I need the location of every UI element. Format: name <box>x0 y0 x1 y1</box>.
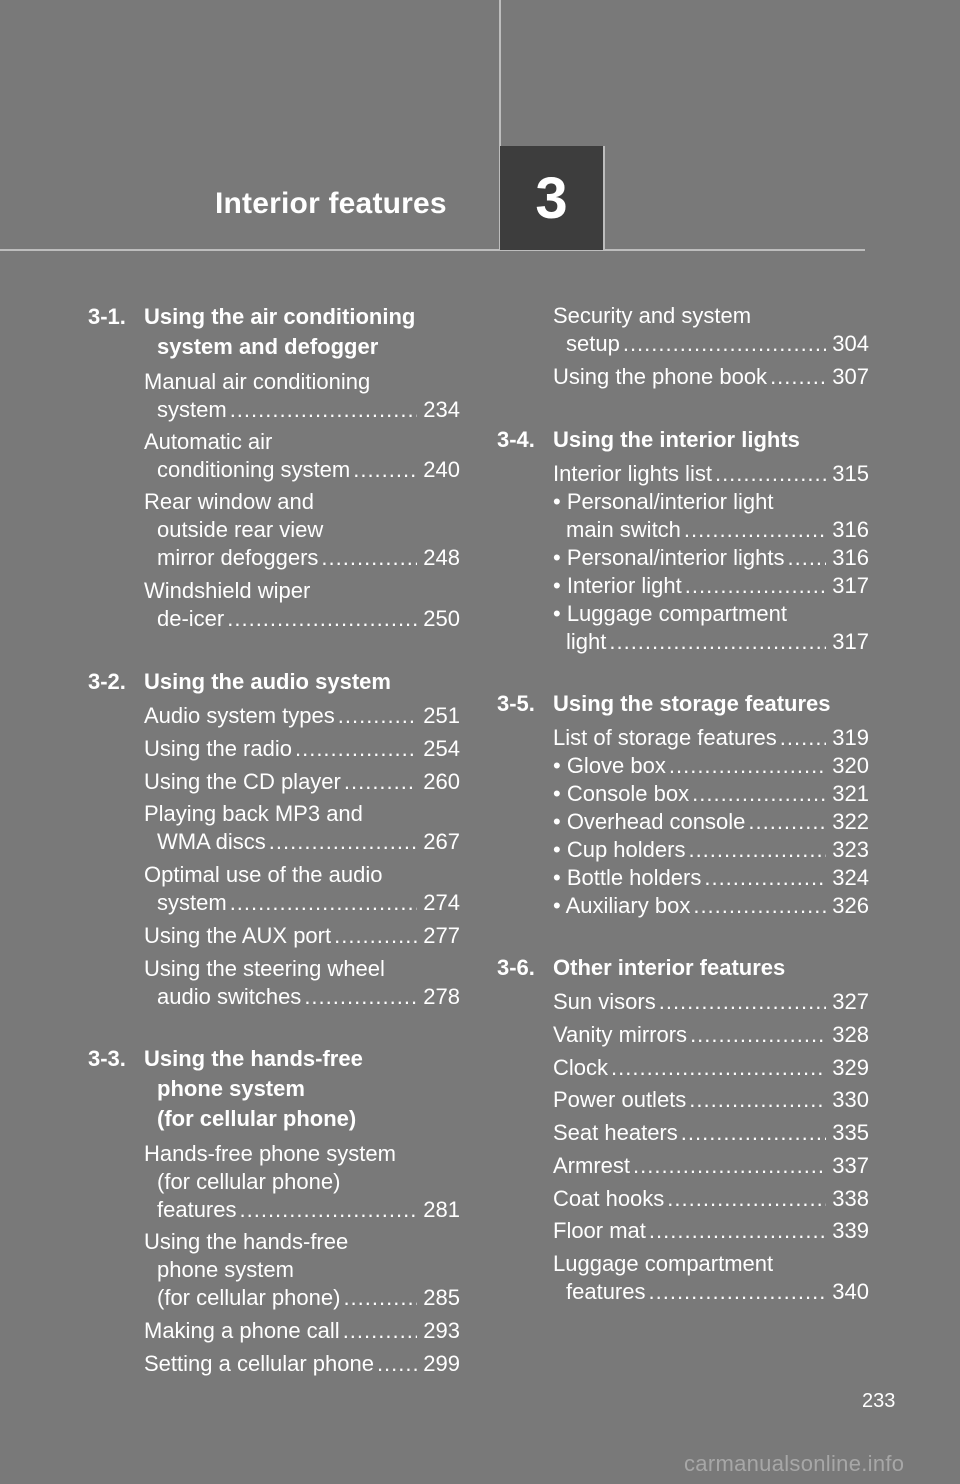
section-title-line: system and defogger <box>157 334 379 359</box>
toc-entry[interactable] <box>144 488 460 572</box>
toc-entry[interactable] <box>144 1317 460 1345</box>
toc-entry[interactable] <box>144 861 460 917</box>
toc-entry-page: 328 <box>832 1022 869 1047</box>
toc-entry-page: 319 <box>832 725 869 750</box>
dot-leader <box>633 1152 826 1180</box>
dot-leader <box>715 460 826 488</box>
toc-entry[interactable] <box>144 368 460 424</box>
dot-leader <box>649 1278 827 1306</box>
dot-leader <box>669 752 826 780</box>
dot-leader <box>269 828 417 856</box>
toc-entry-page: 335 <box>832 1120 869 1145</box>
toc-entry-page: 326 <box>832 893 869 918</box>
toc-entry[interactable] <box>144 1228 460 1312</box>
section-title-line: (for cellular phone) <box>157 1106 357 1131</box>
toc-entry[interactable] <box>553 460 869 488</box>
toc-entry[interactable] <box>553 724 869 752</box>
toc-entry[interactable] <box>144 1350 460 1378</box>
dot-leader <box>353 456 417 484</box>
toc-entry-text: Using the CD player <box>144 769 341 794</box>
dot-leader <box>649 1217 826 1245</box>
toc-entry-page: 281 <box>423 1197 460 1222</box>
toc-entry-text: • Cup holders <box>553 837 686 862</box>
toc-entry-text: Vanity mirrors <box>553 1022 688 1047</box>
page-number: 233 <box>862 1390 896 1412</box>
toc-entry-page: 299 <box>423 1351 460 1376</box>
toc-entry-text: • Luggage compartment <box>553 601 787 626</box>
toc-entry-page: 329 <box>832 1055 869 1080</box>
toc-entry-page: 250 <box>423 606 460 631</box>
toc-entry-text: Floor mat <box>553 1218 646 1243</box>
toc-entry[interactable] <box>553 836 869 864</box>
toc-entry[interactable] <box>553 752 869 780</box>
toc-entry-text: de-icer <box>157 606 225 631</box>
dot-leader <box>240 1196 418 1224</box>
dot-leader <box>623 330 826 358</box>
toc-entry-page: 340 <box>832 1279 869 1304</box>
toc-entry-text: features <box>566 1279 646 1304</box>
section-number: 3-6. <box>497 955 535 980</box>
dot-leader <box>321 544 417 572</box>
toc-entry-text: features <box>157 1197 237 1222</box>
toc-entry-text: Rear window and <box>144 489 314 514</box>
section-title <box>144 1044 363 1134</box>
toc-entry[interactable] <box>553 1152 869 1180</box>
toc-entry[interactable] <box>144 955 460 1011</box>
toc-entry-page: 322 <box>832 809 869 834</box>
watermark: carmanualsonline.info <box>684 1451 905 1476</box>
toc-entry-page: 321 <box>832 781 869 806</box>
toc-entry-text: Making a phone call <box>144 1318 340 1343</box>
toc-entry-page: 285 <box>423 1285 460 1310</box>
toc-entry[interactable] <box>553 544 869 572</box>
dot-leader <box>704 864 826 892</box>
toc-entry[interactable] <box>553 1217 869 1245</box>
section-number: 3-5. <box>497 691 535 716</box>
toc-entry[interactable] <box>553 488 869 544</box>
toc-entry-text: • Glove box <box>553 753 666 778</box>
section-title <box>553 425 800 455</box>
section-title-line: Using the hands-free <box>144 1046 363 1071</box>
toc-entry[interactable] <box>144 428 460 484</box>
toc-entry[interactable] <box>144 1140 460 1224</box>
dot-leader <box>334 922 417 950</box>
toc-entry-page: 316 <box>832 517 869 542</box>
toc-entry-page: 327 <box>832 989 869 1014</box>
toc-entry-text: Coat hooks <box>553 1186 665 1211</box>
chapter-title: Interior features <box>215 187 447 220</box>
section-number: 3-1. <box>88 304 126 329</box>
section-title-line: Using the air conditioning <box>144 304 416 329</box>
dot-leader <box>609 628 826 656</box>
toc-entry-page: 317 <box>832 629 869 654</box>
dot-leader <box>295 735 417 763</box>
toc-entry-text: system <box>157 397 227 422</box>
section-title <box>144 302 415 362</box>
toc-entry-text: Setting a cellular phone <box>144 1351 374 1376</box>
toc-entry[interactable] <box>144 735 460 763</box>
dot-leader <box>688 836 826 864</box>
toc-entry-text: Windshield wiper <box>144 578 311 603</box>
toc-entry-text: Using the AUX port <box>144 923 332 948</box>
toc-entry[interactable] <box>144 800 460 856</box>
toc-entry-page: 339 <box>832 1218 869 1243</box>
toc-entry-text: Audio system types <box>144 703 335 728</box>
toc-entry-text: Luggage compartment <box>553 1251 774 1276</box>
toc-entry-text: Security and system <box>553 303 752 328</box>
toc-entry[interactable] <box>553 988 869 1016</box>
toc-entry-text: Hands-free phone system <box>144 1141 396 1166</box>
toc-entry-text: Automatic air <box>144 429 273 454</box>
dot-leader <box>343 1317 418 1345</box>
dot-leader <box>343 1284 417 1312</box>
toc-entry-page: 254 <box>423 736 460 761</box>
toc-entry-text: • Bottle holders <box>553 865 702 890</box>
toc-entry-page: 323 <box>832 837 869 862</box>
toc-entry-page: 267 <box>423 829 460 854</box>
dot-leader <box>667 1185 826 1213</box>
dot-leader <box>693 892 826 920</box>
toc-entry-text: main switch <box>566 517 681 542</box>
toc-entry[interactable] <box>144 922 460 950</box>
toc-entry[interactable] <box>553 363 869 391</box>
dot-leader <box>659 988 827 1016</box>
dot-leader <box>692 780 826 808</box>
toc-entry-page: 274 <box>423 890 460 915</box>
toc-entry-page: 234 <box>423 397 460 422</box>
toc-entry[interactable] <box>144 577 460 633</box>
dot-leader <box>230 396 418 424</box>
toc-entry-page: 338 <box>832 1186 869 1211</box>
toc-entry[interactable] <box>553 1250 869 1306</box>
toc-entry-text: Armrest <box>553 1153 630 1178</box>
dot-leader <box>684 516 826 544</box>
toc-entry[interactable] <box>144 768 460 796</box>
toc-entry[interactable] <box>553 1021 869 1049</box>
section-title <box>553 689 831 719</box>
toc-entry[interactable] <box>553 1086 869 1114</box>
toc-entry-text: Using the steering wheel <box>144 956 385 981</box>
toc-entry-text: phone system <box>157 1257 294 1282</box>
toc-entry[interactable] <box>553 600 869 656</box>
toc-entry-text: Clock <box>553 1055 609 1080</box>
dot-leader <box>685 572 827 600</box>
toc-entry-text: Using the hands-free <box>144 1229 349 1254</box>
toc-entry[interactable] <box>553 1185 869 1213</box>
toc-entry-page: 293 <box>423 1318 460 1343</box>
dot-leader <box>780 724 826 752</box>
dot-leader <box>748 808 826 836</box>
toc-entry-page: 316 <box>832 545 869 570</box>
toc-entry[interactable] <box>144 702 460 730</box>
toc-entry-text: Sun visors <box>553 989 656 1014</box>
section-title <box>553 953 785 983</box>
toc-entry-text: Power outlets <box>553 1087 687 1112</box>
toc-entry-page: 277 <box>423 923 460 948</box>
toc-entry-page: 330 <box>832 1087 869 1112</box>
toc-entry-page: 320 <box>832 753 869 778</box>
toc-entry-text: outside rear view <box>157 517 324 542</box>
toc-entry-text: setup <box>566 331 620 356</box>
toc-entry[interactable] <box>553 808 869 836</box>
toc-entry-page: 278 <box>423 984 460 1009</box>
toc-entry-page: 251 <box>423 703 460 728</box>
toc-entry-text: WMA discs <box>157 829 266 854</box>
toc-entry-text: • Console box <box>553 781 690 806</box>
header-horizontal-rule <box>0 249 865 251</box>
toc-entry[interactable] <box>553 1054 869 1082</box>
section-number: 3-2. <box>88 669 126 694</box>
section-title <box>144 667 391 697</box>
dot-leader <box>787 544 826 572</box>
toc-entry-text: (for cellular phone) <box>157 1285 341 1310</box>
toc-entry-page: 260 <box>423 769 460 794</box>
toc-entry-page: 337 <box>832 1153 869 1178</box>
toc-entry[interactable] <box>553 302 869 358</box>
section-number: 3-4. <box>497 427 535 452</box>
section-title-line: Using the audio system <box>144 669 391 694</box>
toc-entry-text: Using the phone book <box>553 364 768 389</box>
dot-leader <box>304 983 417 1011</box>
dot-leader <box>689 1086 826 1114</box>
section-title-line: Using the storage features <box>553 691 831 716</box>
toc-entry-text: Playing back MP3 and <box>144 801 363 826</box>
section-title-line: Other interior features <box>553 955 786 980</box>
toc-entry-text: mirror defoggers <box>157 545 319 570</box>
toc-entry-page: 324 <box>832 865 869 890</box>
toc-entry-text: (for cellular phone) <box>157 1169 341 1194</box>
dot-leader <box>770 363 826 391</box>
toc-entry-text: • Interior light <box>553 573 682 598</box>
section-title-line: Using the interior lights <box>553 427 800 452</box>
dot-leader <box>338 702 418 730</box>
dot-leader <box>611 1054 826 1082</box>
toc-entry-page: 315 <box>832 461 869 486</box>
section-title-line: phone system <box>157 1076 305 1101</box>
toc-entry-page: 240 <box>423 457 460 482</box>
section-number: 3-3. <box>88 1046 126 1071</box>
toc-entry-page: 304 <box>832 331 869 356</box>
toc-entry-text: Manual air conditioning <box>144 369 371 394</box>
toc-entry-text: Seat heaters <box>553 1120 678 1145</box>
chapter-number: 3 <box>535 165 568 231</box>
toc-entry-page: 307 <box>832 364 869 389</box>
toc-entry[interactable] <box>553 892 869 920</box>
toc-entry-text: Optimal use of the audio <box>144 862 383 887</box>
dot-leader <box>227 605 417 633</box>
toc-entry-text: Using the radio <box>144 736 292 761</box>
toc-entry-text: • Personal/interior light <box>553 489 774 514</box>
dot-leader <box>377 1350 417 1378</box>
toc-entry[interactable] <box>553 1119 869 1147</box>
toc-entry-text: conditioning system <box>157 457 351 482</box>
chapter-number-tab <box>500 146 605 250</box>
toc-entry-text: light <box>566 629 607 654</box>
toc-entry-text: List of storage features <box>553 725 777 750</box>
dot-leader <box>690 1021 826 1049</box>
toc-entry-text: system <box>157 890 227 915</box>
toc-entry-text: • Auxiliary box <box>553 893 691 918</box>
toc-entry-text: • Overhead console <box>553 809 746 834</box>
toc-entry[interactable] <box>553 864 869 892</box>
toc-entry[interactable] <box>553 572 869 600</box>
toc-entry[interactable] <box>553 780 869 808</box>
toc-entry-page: 317 <box>832 573 869 598</box>
toc-entry-page: 248 <box>423 545 460 570</box>
toc-entry-text: audio switches <box>157 984 302 1009</box>
dot-leader <box>230 889 418 917</box>
dot-leader <box>681 1119 827 1147</box>
toc-entry-text: • Personal/interior lights <box>553 545 785 570</box>
dot-leader <box>344 768 417 796</box>
toc-entry-text: Interior lights list <box>553 461 712 486</box>
